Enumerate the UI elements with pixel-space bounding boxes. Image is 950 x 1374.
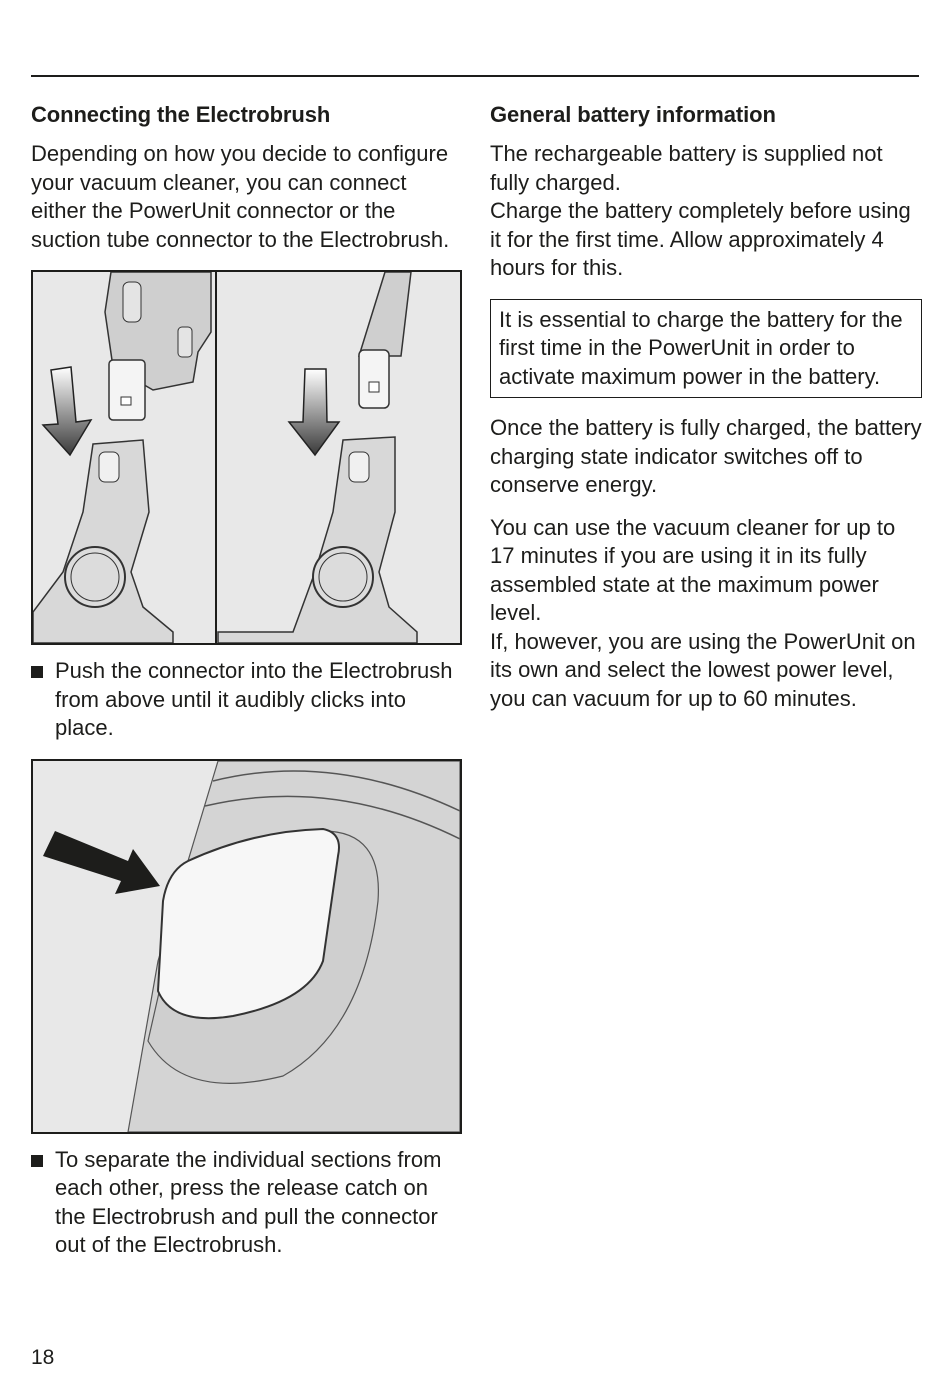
left-column [31, 100, 463, 1260]
suction-tube-connector [359, 272, 411, 408]
instruction-push-text: Push the connector into the Electrobrush from above until it audibly clicks into place. [55, 658, 453, 740]
connector-drawing [33, 272, 460, 643]
down-arrow-icon [43, 367, 91, 455]
section-heading-electrobrush: Connecting the Electrobrush [31, 102, 331, 127]
section-heading-battery: General battery information [490, 102, 776, 127]
battery-para-3: Once the battery is fully charged, the battery charging state indicator switches off to conserve energy. [490, 415, 922, 497]
bullet-square-icon [31, 1155, 43, 1167]
powerunit-connector [105, 272, 211, 420]
instruction-push [31, 657, 463, 743]
electrobrush-socket-2 [218, 437, 417, 643]
battery-para-4: You can use the vacuum cleaner for up to 17 minutes if you are using it in its fully assembled state at the maximum power level. [490, 514, 896, 625]
instruction-separate-text: To separate the individual sections from each other, press the release catch on the Electrobrush and pull the connector out of the Electrobrush. [55, 1146, 442, 1257]
battery-para-5: If, however, you are using the PowerUnit on its own and select the lowest power level, you can vacuum for up to 60 minutes. [490, 628, 916, 711]
down-arrow-icon-2 [289, 369, 339, 455]
instruction-separate [31, 1146, 463, 1260]
battery-para-1: The rechargeable battery is supplied not fully charged. [490, 141, 883, 195]
battery-para-2: Charge the battery completely before using it for the first time. Allow approximately 4 hours for this. [490, 198, 911, 280]
right-column [490, 100, 922, 713]
intro-paragraph: Depending on how you decide to configure your vacuum cleaner, you can connect either the PowerUnit connector or the suction tube connector to the Electrobrush. [31, 141, 450, 252]
pointer-arrow-icon [43, 831, 160, 894]
page-number: 18 [31, 1346, 55, 1369]
connector-illustration [31, 270, 462, 645]
important-note-text: It is essential to charge the battery for the first time in the PowerUnit in order to activate maximum power in the battery. [499, 306, 903, 389]
important-note-box [490, 299, 922, 399]
bullet-square-icon [31, 666, 43, 678]
electrobrush-socket [33, 440, 173, 643]
header-rule [31, 75, 919, 77]
release-catch-drawing [33, 761, 460, 1132]
release-catch-illustration [31, 759, 462, 1134]
